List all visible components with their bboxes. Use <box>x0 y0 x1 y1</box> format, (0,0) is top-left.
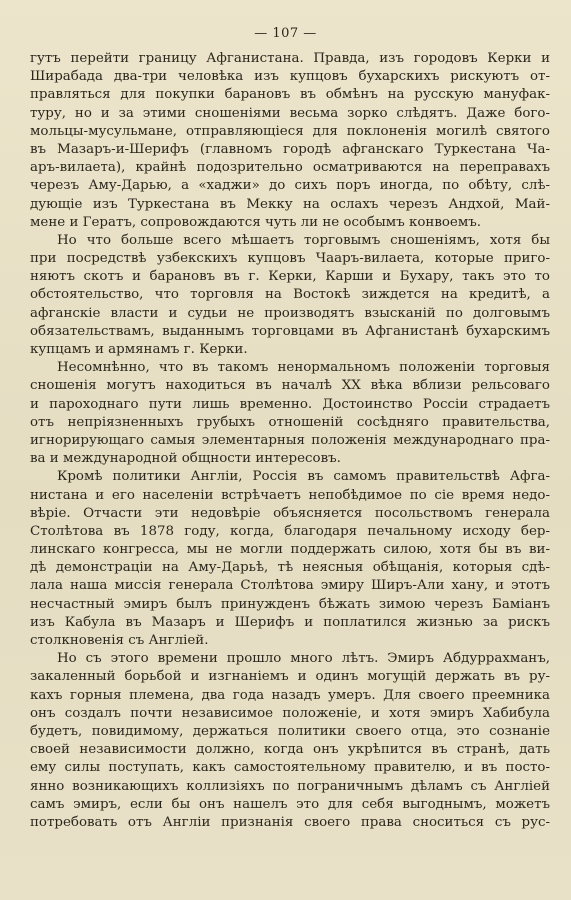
text-line: янно возникающихъ коллизіяхъ по пограничнымъ дѣламъ съ Англіей <box>30 778 550 794</box>
text-line: изъ Кабула въ Мазаръ и Шерифъ и поплатился жизнью за рискъ <box>30 614 550 630</box>
text-line: сношенія могутъ находиться въ началѣ XX вѣка вблизи рельсоваго <box>30 378 550 394</box>
text-line: аръ-вилаета), крайнѣ подозрительно осматриваются на переправахъ <box>30 160 550 176</box>
text-line: и пароходнаго пути лишь временно. Достоинство Россіи страдаетъ <box>30 396 550 412</box>
text-line: Столѣтова въ 1878 году, когда, благодаря печальному исходу бер- <box>30 523 550 539</box>
text-line: Но что больше всего мѣшаетъ торговымъ сношеніямъ, хотя бы <box>57 232 550 248</box>
text-line: Несомнѣнно, что въ такомъ ненормальномъ положеніи торговыя <box>57 360 550 376</box>
page-number: — 107 — <box>254 26 317 41</box>
text-line: лала наша миссія генерала Столѣтова эмиру Ширъ-Али хану, и этотъ <box>30 578 550 594</box>
text-line: няютъ скотъ и барановъ въ г. Керки, Карши и Бухару, такъ это то <box>30 269 550 285</box>
text-line: мольцы-мусульмане, отправляющіеся для поклоненія могилѣ святого <box>30 123 550 139</box>
text-line: при посредствѣ узбекскихъ купцовъ Чааръ-вилаета, которые приго- <box>30 251 550 267</box>
text-line: нистана и его населеніи встрѣчаетъ непобѣдимое по сіе время недо- <box>30 487 550 503</box>
text-line: ему силы поступать, какъ самостоятельному правителю, и въ посто- <box>30 760 550 776</box>
text-line: туру, но и за этими сношеніями весьма зорко слѣдятъ. Даже бого- <box>30 105 550 121</box>
text-line: закаленный борьбой и изгнаніемъ и одинъ могущій держать въ ру- <box>30 669 550 685</box>
text-line: купцамъ и армянамъ г. Керки. <box>30 342 248 357</box>
text-line: въ Мазаръ-и-Шерифъ (главномъ городѣ афганскаго Туркестана Ча- <box>30 141 550 157</box>
text-line: дующіе изъ Туркестана въ Мекку на ослахъ черезъ Андхой, Май- <box>30 196 550 212</box>
text-line: Ширабада два-три человѣка изъ купцовъ бухарскихъ рискуютъ от- <box>30 69 550 85</box>
text-line: столкновенія съ Англіей. <box>30 633 209 648</box>
text-line: вѣріе. Отчасти эти недовѣріе объясняется посольствомъ генерала <box>30 505 550 521</box>
text-line: правляться для покупки барановъ въ обмѣнъ на русскую мануфак- <box>30 87 550 103</box>
text-line: несчастный эмиръ былъ принужденъ бѣжать зимою черезъ Баміанъ <box>30 596 550 612</box>
text-line: будетъ, повидимому, держаться политики своего отца, это сознаніе <box>30 723 550 739</box>
text-line: самъ эмиръ, если бы онъ нашелъ это для себя выгоднымъ, можетъ <box>30 796 550 812</box>
text-line: своей независимости должно, когда онъ укрѣпится въ странѣ, дать <box>30 742 550 758</box>
text-line: дѣ демонстраціи на Аму-Дарьѣ, тѣ неясныя обѣщанія, которыя сдѣ- <box>30 560 550 576</box>
text-line: обязательствамъ, выданнымъ торговцами въ Афганистанѣ бухарскимъ <box>30 323 550 339</box>
text-line: онъ создалъ почти независимое положеніе, и хотя эмиръ Хабибула <box>30 705 550 721</box>
text-line: потребовать отъ Англіи признанія своего права сноситься съ рус- <box>30 814 550 830</box>
text-line: кахъ горныя племена, два года назадъ умеръ. Для своего преемника <box>30 687 550 703</box>
text-line: гутъ перейти границу Афганистана. Правда, изъ городовъ Керки и <box>30 51 550 66</box>
text-line: афганскіе власти и судьи не производятъ взысканій по долговымъ <box>30 305 550 321</box>
body-text <box>30 50 550 832</box>
text-line: Но съ этого времени прошло много лѣтъ. Эмиръ Абдуррахманъ, <box>57 651 550 667</box>
text-line: черезъ Аму-Дарью, а «хаджи» до сихъ поръ иногда, по обѣту, слѣ- <box>30 178 550 194</box>
text-line: Кромѣ политики Англіи, Россія въ самомъ правительствѣ Афга- <box>57 469 550 485</box>
text-line: отъ непріязненныхъ грубыхъ отношеній сосѣдняго правительства, <box>30 414 550 430</box>
text-line: ва и международной общности интересовъ. <box>30 451 341 467</box>
text-line: обстоятельство, что торговля на Востокѣ зиждется на кредитѣ, а <box>30 287 550 303</box>
text-line: мене и Гератъ, сопровождаются чуть ли не особымъ конвоемъ. <box>30 214 482 230</box>
text-line: игнорирующаго самыя элементарныя положенія международнаго пра- <box>30 432 550 448</box>
text-line: линскаго конгресса, мы не могли поддержать силою, хотя бы въ ви- <box>30 542 550 558</box>
